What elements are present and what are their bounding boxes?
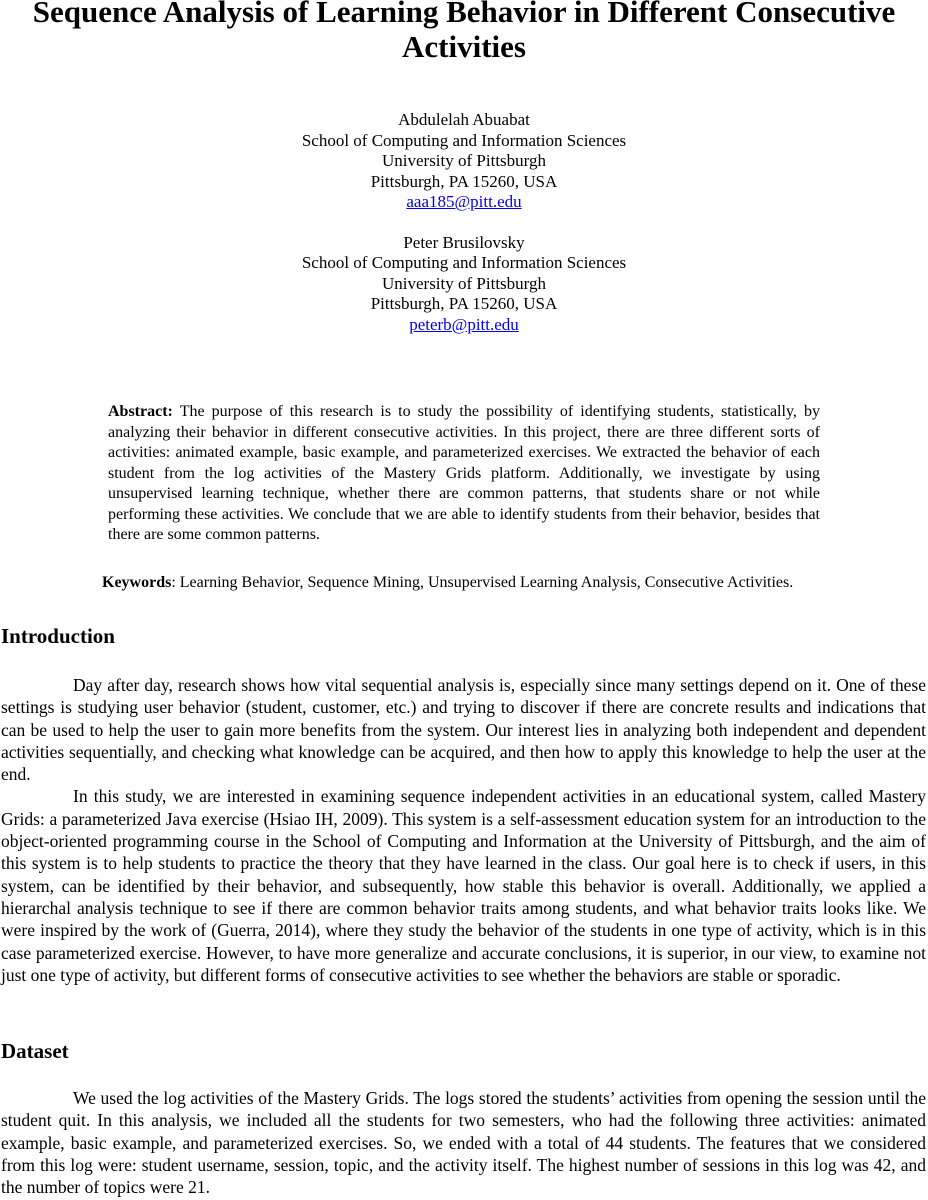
abstract-text: The purpose of this research is to study the possibility of identifying students, statistically, by analyzing their behavior in different consecutive activities. In this project, there are three different sorts of activities: animated example, basic example, and parameterized exercises. We extracted the behavior of each student from the log activities of the Mastery Grids platform. Additionally, we investigate by using unsupervised learning technique, whether there are common patterns, that students share or not while performing these activities. We conclude that we are able to identify students from their behavior, besides that there are some common patterns.	[108, 403, 820, 543]
author-email-link[interactable]: peterb@pitt.edu	[409, 314, 519, 334]
author-name: Peter Brusilovsky	[403, 232, 525, 252]
author-school: School of Computing and Information Sciences	[301, 253, 627, 272]
keywords-label: Keywords	[102, 574, 172, 591]
title-line-1: Sequence Analysis of Learning Behavior in Different Consecutive	[32, 0, 896, 29]
keywords	[102, 573, 902, 593]
author-school: School of Computing and Information Sciences	[301, 130, 627, 150]
author-block	[0, 110, 928, 213]
author-name: Abdulelah Abuabat	[398, 110, 530, 129]
author-block	[0, 233, 928, 336]
abstract	[108, 402, 820, 546]
paper-title	[0, 0, 928, 64]
abstract-label: Abstract:	[108, 403, 173, 420]
paragraph: In this study, we are interested in examining sequence independent activities in an educational system, called Mastery Grids: a parameterized Java exercise (Hsiao IH, 2009). This system is a self-assessment education system for an introduction to the object-oriented programming course in the School of Computing and Information at the University of Pittsburgh, and the aim of this system is to help students to practice the theory that they have learned in the class. Our goal here is to check if users, in this system, can be identified by their behavior, and subsequently, how stable this behavior is overall. Additionally, we applied a hierarchal analysis technique to see if there are common behavior traits among students, and what behavior traits looks like. We were inspired by the work of (Guerra, 2014), where they study the behavior of the students in one type of activity, which is in this case parameterized exercise. However, to have more generalize and accurate conclusions, it is superior, in our view, to examine not just one type of activity, but different forms of consecutive activities to see whether the behaviors are stable or sporadic.	[1, 786, 926, 985]
paragraph: We used the log activities of the Mastery Grids. The logs stored the students’ activities from opening the session until the student quit. In this analysis, we included all the students for two semesters, who had the following three activities: animated example, basic example, and parameterized exercises. So, we ended with a total of 44 students. The features that we considered from this log were: student username, session, topic, and the activity itself. The highest number of sessions in this log was 42, and the number of topics were 21.	[1, 1088, 926, 1198]
title-line-2: Activities	[402, 29, 526, 64]
paragraph: Day after day, research shows how vital sequential analysis is, especially since many settings depend on it. One of these settings is studying user behavior (student, customer, etc.) and trying to discover if there are concrete results and indications that can be used to help the user to gain more benefits from the system. Our interest lies in analyzing both independent and dependent activities sequentially, and checking what knowledge can be acquired, and then how to apply this knowledge to help the user at the end.	[1, 675, 926, 785]
author-list	[0, 110, 928, 335]
introduction-body	[1, 674, 926, 986]
keywords-text: : Learning Behavior, Sequence Mining, Unsupervised Learning Analysis, Consecutive Activities.	[171, 574, 794, 591]
author-address: Pittsburgh, PA 15260, USA	[370, 294, 558, 313]
dataset-body	[1, 1087, 926, 1198]
section-heading-dataset: Dataset	[1, 1039, 69, 1063]
author-university: University of Pittsburgh	[381, 273, 547, 293]
author-address: Pittsburgh, PA 15260, USA	[370, 171, 558, 191]
author-university: University of Pittsburgh	[381, 151, 547, 170]
section-heading-introduction: Introduction	[1, 624, 115, 648]
author-email-link[interactable]: aaa185@pitt.edu	[406, 192, 522, 211]
